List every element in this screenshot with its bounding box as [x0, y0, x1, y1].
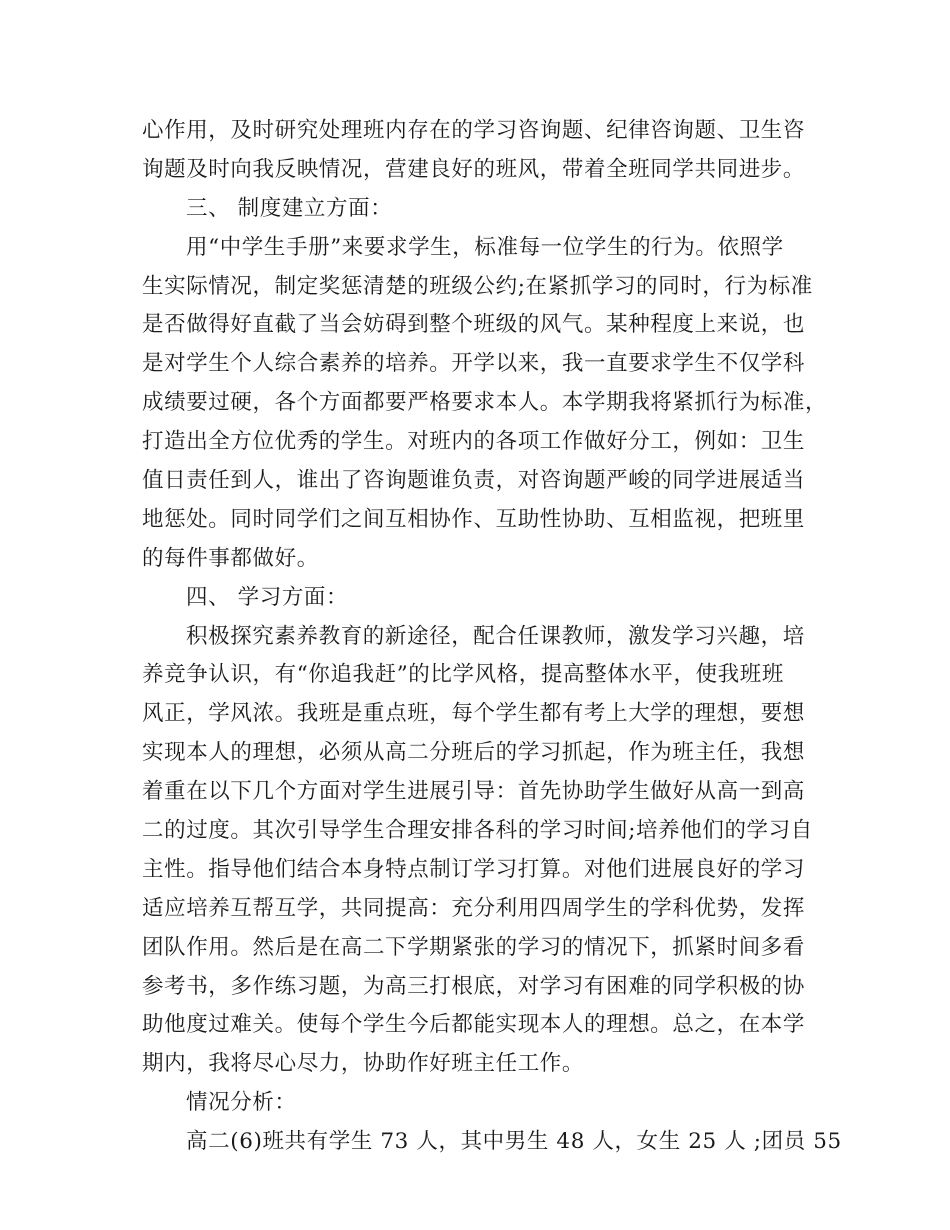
- text-line: 值日责任到人，谁出了咨询题谁负责，对咨询题严峻的同学进展适当: [142, 468, 806, 494]
- text-line: 三、 制度建立方面：: [186, 195, 393, 221]
- text-line: 是否做得好直截了当会妨碍到整个班级的风气。某种程度上来说，也: [142, 312, 806, 338]
- text-line: 着重在以下几个方面对学生进展引导：首先协助学生做好从高一到高: [142, 779, 806, 805]
- text-line: 助他度过难关。使每个学生今后都能实现本人的理想。总之，在本学: [142, 1012, 806, 1038]
- text-line: 是对学生个人综合素养的培养。开学以来，我一直要求学生不仅学科: [142, 351, 806, 377]
- text-line: 心作用，及时研究处理班内存在的学习咨询题、纪律咨询题、卫生咨: [142, 118, 806, 143]
- text-line: 情况分析：: [186, 1090, 297, 1116]
- text-line: 的每件事都做好。: [142, 545, 319, 571]
- text-line: 生实际情况，制定奖惩清楚的班级公约;在紧抓学习的同时，行为标准: [142, 273, 813, 299]
- text-line: 养竞争认识，有“你追我赶”的比学风格，提高整体水平，使我班班: [142, 662, 784, 688]
- text-line: 主性。指导他们结合本身特点制订学习打算。对他们进展良好的学习: [142, 856, 806, 882]
- text-line: 参考书，多作练习题，为高三打根底，对学习有困难的同学积极的协: [142, 973, 806, 999]
- text-line: 高二(6)班共有学生 73 人，其中男生 48 人，女生 25 人 ;团员 55: [186, 1129, 842, 1155]
- text-line: 成绩要过硬，各个方面都要严格要求本人。本学期我将紧抓行为标准，: [142, 390, 828, 416]
- text-line: 二的过度。其次引导学生合理安排各科的学习时间;培养他们的学习自: [142, 818, 813, 844]
- text-line: 地惩处。同时同学们之间互相协作、互助性协助、互相监视，把班里: [142, 506, 806, 532]
- text-line: 期内，我将尽心尽力，协助作好班主任工作。: [142, 1051, 585, 1077]
- text-line: 实现本人的理想，必须从高二分班后的学习抓起，作为班主任，我想: [142, 740, 806, 766]
- text-line: 打造出全方位优秀的学生。对班内的各项工作做好分工，例如：卫生: [142, 429, 806, 455]
- text-line: 询题及时向我反映情况，营建良好的班风，带着全班同学共同进步。: [142, 156, 806, 182]
- text-line: 风正，学风浓。我班是重点班，每个学生都有考上大学的理想，要想: [142, 701, 806, 727]
- text-line: 团队作用。然后是在高二下学期紧张的学习的情况下，抓紧时间多看: [142, 934, 806, 960]
- text-line: 四、 学习方面：: [186, 584, 349, 610]
- text-line: 积极探究素养教育的新途径，配合任课教师，激发学习兴趣，培: [186, 623, 805, 649]
- text-line: 用“中学生手册”来要求学生，标准每一位学生的行为。依照学: [186, 234, 784, 260]
- text-line: 适应培养互帮互学，共同提高：充分利用四周学生的学科优势，发挥: [142, 895, 806, 921]
- document-body: [142, 112, 842, 1162]
